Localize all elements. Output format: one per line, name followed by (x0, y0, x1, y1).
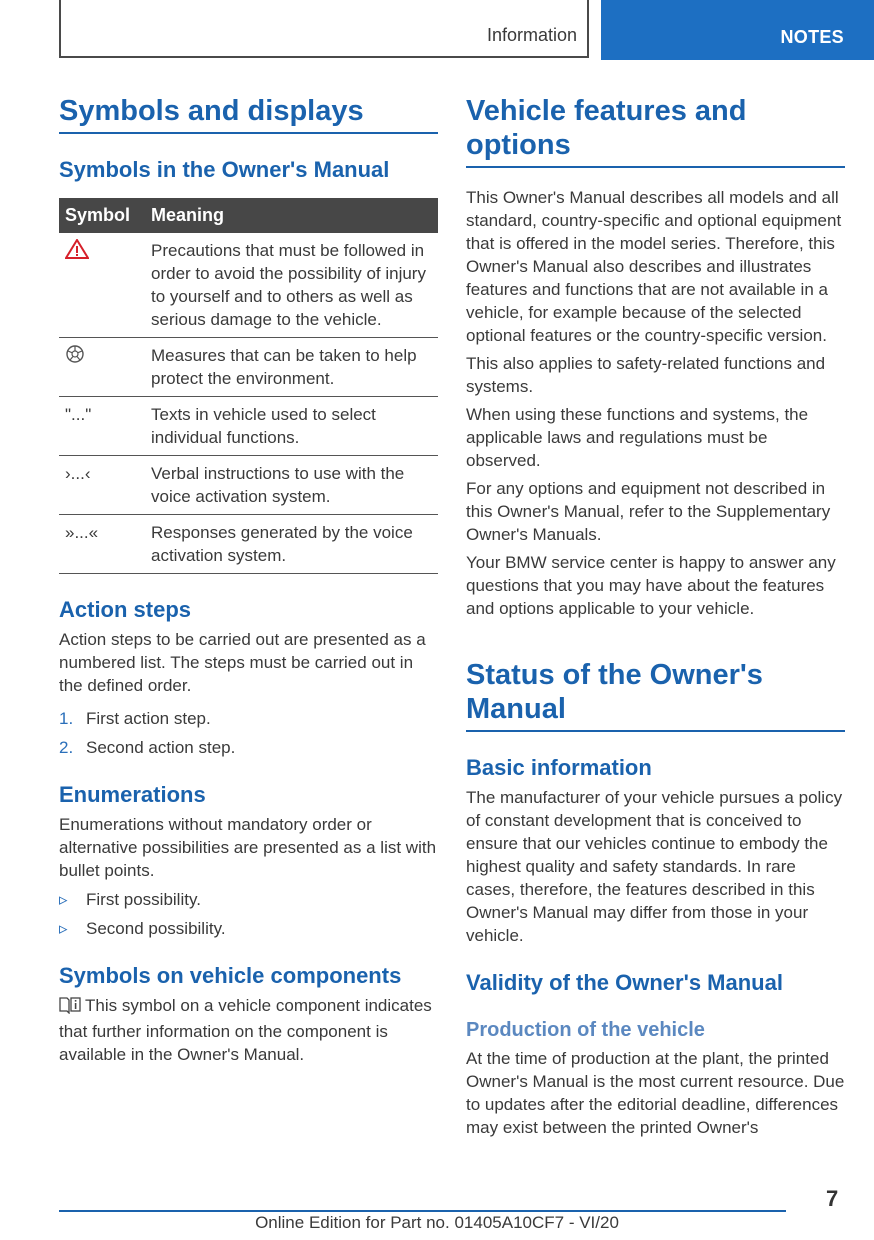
heading-symbols-components: Symbols on vehicle components (59, 963, 402, 988)
table-row (59, 233, 438, 338)
table-row (59, 515, 438, 574)
right-column (466, 94, 845, 1139)
heading-enumerations: Enumerations (59, 782, 206, 807)
table-cell-meaning: Measures that can be taken to help protect the environment. (145, 338, 438, 397)
table-cell-symbol (59, 233, 145, 338)
heading-validity: Validity of the Owner's Manual (466, 970, 783, 995)
table-row (59, 338, 438, 397)
list-item (59, 888, 438, 911)
features-paragraph: For any options and equipment not described in this Owner's Manual, refer to the Supplementary Owner's Manuals. (466, 479, 831, 544)
left-column (59, 94, 438, 1066)
section-label: Information (486, 25, 577, 45)
table-header-meaning: Meaning (145, 198, 438, 233)
features-paragraph: This Owner's Manual describes all models and all standard, country-specific and optional equipment that is offered in the model series. Therefore, this Owner's Manual also describes and illustrates features and functions that are not available in a vehicle, for example because of the selected optional features or the country-specific version. (466, 188, 842, 345)
features-paragraph: When using these functions and systems, the applicable laws and regulations must be observed. (466, 405, 809, 470)
bullet-triangle-icon: ▹ (59, 890, 68, 909)
warning-triangle-icon (65, 244, 89, 263)
features-paragraph: Your BMW service center is happy to answer any questions that you may have about the features and options applicable to your vehicle. (466, 553, 836, 618)
features-paragraph: This also applies to safety-related functions and systems. (466, 354, 826, 396)
step-number: 1. (59, 709, 74, 728)
step-text: First action step. (86, 709, 211, 728)
components-text: This symbol on a vehicle component indicates that further information on the component is available in the Owner's Manual. (59, 996, 432, 1064)
page-number: 7 (826, 1186, 839, 1211)
table-cell-meaning: Precautions that must be followed in order to avoid the possibility of injury to yourself and to others as well as serious damage to the vehicle. (145, 233, 438, 338)
step-text: Second action step. (86, 738, 236, 757)
production-text: At the time of production at the plant, the printed Owner's Manual is the most current resource. Due to updates after the editorial deadline, differences may exist between the printed Owner's (466, 1049, 845, 1137)
components-text-block (59, 994, 438, 1066)
table-row (59, 456, 438, 515)
table-cell-symbol: "..." (59, 397, 145, 456)
heading-production: Production of the vehicle (466, 1019, 705, 1041)
table-cell-symbol: »...« (59, 515, 145, 574)
symbols-table (59, 198, 438, 574)
manual-info-icon (59, 996, 81, 1020)
page-title-symbols: Symbols and displays (59, 94, 438, 134)
heading-action-steps: Action steps (59, 597, 192, 622)
header-box (59, 0, 589, 58)
environment-icon (65, 349, 85, 368)
table-header-row (59, 198, 438, 233)
enumerations-text: Enumerations without mandatory order or alternative possibilities are presented as a list with bullet points. (59, 815, 437, 880)
heading-basic-information: Basic information (466, 755, 652, 780)
table-cell-symbol: ›...‹ (59, 456, 145, 515)
bullet-text: Second possibility. (86, 919, 226, 938)
notes-tab[interactable] (601, 0, 874, 60)
footer-rule (59, 1210, 786, 1212)
table-cell-meaning: Texts in vehicle used to select individual functions. (145, 397, 438, 456)
heading-symbols-manual: Symbols in the Owner's Manual (59, 157, 390, 182)
bullet-triangle-icon: ▹ (59, 919, 68, 938)
table-cell-meaning: Verbal instructions to use with the voice activation system. (145, 456, 438, 515)
table-cell-meaning: Responses generated by the voice activation system. (145, 515, 438, 574)
footer-edition-text: Online Edition for Part no. 01405A10CF7 - VI/20 (255, 1213, 619, 1232)
page-title-features: Vehicle features and options (466, 94, 845, 168)
list-item (59, 707, 438, 730)
step-number: 2. (59, 738, 74, 757)
page-title-status: Status of the Owner's Manual (466, 658, 845, 732)
table-header-symbol: Symbol (59, 198, 145, 233)
table-row (59, 397, 438, 456)
notes-tab-label: NOTES (780, 27, 844, 47)
list-item (59, 736, 438, 759)
bullet-text: First possibility. (86, 890, 201, 909)
table-cell-symbol (59, 338, 145, 397)
basic-information-text: The manufacturer of your vehicle pursues a policy of constant development that is conceived to ensure that our vehicles continue to embody the highest quality and safety standards. In rare cases, therefore, the features described in this Owner's Manual may differ from those in your vehicle. (466, 788, 843, 945)
action-steps-text: Action steps to be carried out are presented as a numbered list. The steps must be carried out in the defined order. (59, 630, 426, 695)
list-item (59, 917, 438, 940)
